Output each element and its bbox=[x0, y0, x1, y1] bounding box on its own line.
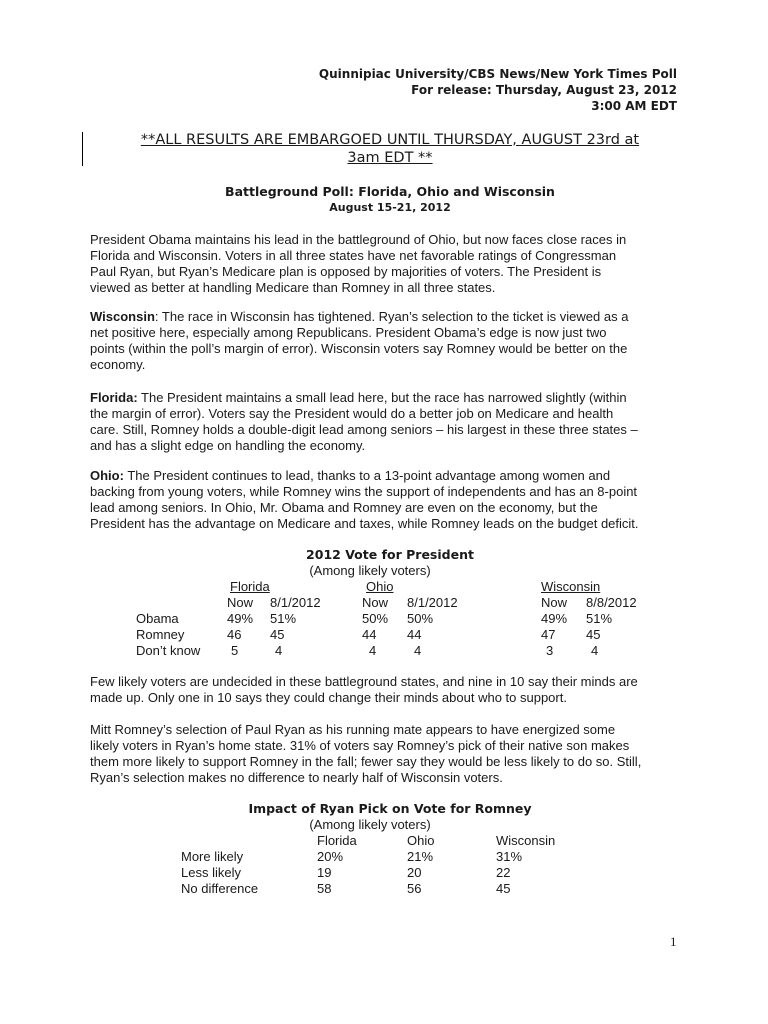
vote-table-subheader: 8/8/2012 bbox=[586, 595, 637, 610]
text-line: : The race in Wisconsin has tightened. Ryan’s selection to the ticket is viewed as a bbox=[154, 309, 629, 324]
undecided-paragraph bbox=[90, 674, 678, 706]
intro-paragraph bbox=[90, 232, 678, 296]
release-header bbox=[319, 66, 677, 114]
vote-table-cell: 50% bbox=[407, 611, 434, 626]
vote-table-cell: 51% bbox=[586, 611, 613, 626]
ryan-impact-column-header: Wisconsin bbox=[496, 833, 556, 848]
text-line: points (within the poll’s margin of error). Wisconsin voters say Romney would be better on the bbox=[90, 341, 628, 356]
ryan-impact-row-label: No difference bbox=[181, 881, 259, 896]
ryan-impact-table-subtitle: (Among likely voters) bbox=[309, 817, 431, 832]
ryan-impact-row-label: More likely bbox=[181, 849, 244, 864]
vote-table-group-header: Wisconsin bbox=[541, 579, 601, 594]
text-line: net positive here, especially among Republicans. President Obama’s edge is now just two bbox=[90, 325, 607, 340]
vote-table-title: 2012 Vote for President bbox=[306, 547, 474, 562]
vote-table-cell: 47 bbox=[541, 627, 556, 642]
ryan-impact-column-header: Ohio bbox=[407, 833, 435, 848]
text-line: them more likely to support Romney in the fall; fewer say they would be less likely to do so. Still, bbox=[90, 754, 642, 769]
ryan-impact-table-title: Impact of Ryan Pick on Vote for Romney bbox=[248, 801, 532, 816]
vote-table-subheader: Now bbox=[227, 595, 254, 610]
text-line: Paul Ryan, but Ryan’s Medicare plan is opposed by majorities of voters. The President is bbox=[90, 264, 602, 279]
vote-table-cell: 45 bbox=[586, 627, 601, 642]
vote-table-subheader: Now bbox=[362, 595, 389, 610]
embargo-margin-bar bbox=[82, 132, 83, 166]
ryan-impact-cell: 45 bbox=[496, 881, 511, 896]
vote-table-row-label: Obama bbox=[136, 611, 179, 626]
ohio-paragraph bbox=[90, 468, 678, 532]
ryan-impact-cell: 31% bbox=[496, 849, 523, 864]
ryan-impact-cell: 56 bbox=[407, 881, 422, 896]
vote-table-cell: 51% bbox=[270, 611, 297, 626]
text-line: Few likely voters are undecided in these battleground states, and nine in 10 say their minds are bbox=[90, 674, 638, 689]
text-line: Ryan’s selection makes no difference to nearly half of Wisconsin voters. bbox=[90, 770, 503, 785]
ryan-impact-cell: 19 bbox=[317, 865, 332, 880]
poll-title: Battleground Poll: Florida, Ohio and Wisconsin bbox=[225, 184, 555, 199]
release-time: 3:00 AM EDT bbox=[591, 99, 677, 113]
vote-table-cell: 49% bbox=[541, 611, 568, 626]
ryan-impact-cell: 20 bbox=[407, 865, 422, 880]
text-line: The President maintains a small lead here, but the race has narrowed slightly (within bbox=[137, 390, 627, 405]
text-line: backing from young voters, while Romney wins the support of independents and has an 8-point bbox=[90, 484, 638, 499]
ryan-paragraph bbox=[90, 722, 678, 786]
vote-table-cell: 5 bbox=[231, 643, 239, 658]
embargo-line: 3am EDT ** bbox=[347, 150, 433, 166]
vote-table-cell: 4 bbox=[369, 643, 377, 658]
text-line: lead among seniors. In Ohio, Mr. Obama and Romney are even on the economy, but the bbox=[90, 500, 598, 515]
vote-table-cell: 50% bbox=[362, 611, 389, 626]
ryan-impact-cell: 20% bbox=[317, 849, 344, 864]
vote-table-cell: 49% bbox=[227, 611, 254, 626]
vote-table-subtitle: (Among likely voters) bbox=[309, 563, 431, 578]
text-line: made up. Only one in 10 says they could change their minds about who to support. bbox=[90, 690, 567, 705]
vote-table-subheader: 8/1/2012 bbox=[407, 595, 458, 610]
text-line: likely voters in Ryan’s home state. 31% of voters say Romney’s pick of their native son makes bbox=[90, 738, 630, 753]
release-date: For release: Thursday, August 23, 2012 bbox=[411, 83, 677, 97]
vote-table-cell: 45 bbox=[270, 627, 285, 642]
vote-table-cell: 46 bbox=[227, 627, 242, 642]
vote-table-row-label: Romney bbox=[136, 627, 185, 642]
page-number: 1 bbox=[670, 934, 677, 949]
vote-table-subheader: Now bbox=[541, 595, 568, 610]
ryan-impact-column-header: Florida bbox=[317, 833, 357, 848]
text-line: The President continues to lead, thanks to a 13-point advantage among women and bbox=[123, 468, 611, 483]
vote-table-cell: 3 bbox=[546, 643, 554, 658]
ryan-impact-cell: 22 bbox=[496, 865, 511, 880]
embargo-line: **ALL RESULTS ARE EMBARGOED UNTIL THURSDAY, AUGUST 23rd at bbox=[140, 132, 640, 148]
vote-table-group-header: Florida bbox=[230, 579, 270, 594]
embargo-notice bbox=[90, 131, 690, 167]
vote-table-row-label: Don’t know bbox=[136, 643, 201, 658]
text-line: President Obama maintains his lead in the battleground of Ohio, but now faces close races in bbox=[90, 232, 627, 247]
ryan-impact-row-label: Less likely bbox=[181, 865, 241, 880]
vote-table-cell: 4 bbox=[591, 643, 599, 658]
text-line: Mitt Romney’s selection of Paul Ryan as his running mate appears to have energized some bbox=[90, 722, 616, 737]
poll-dates: August 15-21, 2012 bbox=[329, 201, 451, 214]
vote-table-cell: 44 bbox=[362, 627, 377, 642]
ryan-impact-cell: 58 bbox=[317, 881, 332, 896]
text-line: President has the advantage on Medicare and taxes, while Romney leads on the budget deficit. bbox=[90, 516, 639, 531]
vote-table-cell: 4 bbox=[275, 643, 283, 658]
text-line: care. Still, Romney holds a double-digit lead among seniors – his largest in these three states – bbox=[90, 422, 638, 437]
vote-table-subheader: 8/1/2012 bbox=[270, 595, 321, 610]
paragraph-lead-label: Florida: bbox=[90, 390, 138, 405]
poll-sponsors: Quinnipiac University/CBS News/New York Times Poll bbox=[318, 67, 677, 81]
text-line: and has a slight edge on handling the economy. bbox=[90, 438, 366, 453]
florida-paragraph bbox=[90, 390, 678, 454]
text-line: economy. bbox=[90, 357, 146, 372]
wisconsin-paragraph bbox=[90, 309, 678, 373]
text-line: Florida and Wisconsin. Voters in all three states have net favorable ratings of Congressman bbox=[90, 248, 617, 263]
paragraph-lead-label: Ohio: bbox=[90, 468, 124, 483]
text-line: the margin of error). Voters say the President would do a better job on Medicare and health bbox=[90, 406, 614, 421]
vote-table-cell: 4 bbox=[414, 643, 422, 658]
paragraph-lead-label: Wisconsin bbox=[90, 309, 155, 324]
text-line: viewed as better at handling Medicare than Romney in all three states. bbox=[90, 280, 496, 295]
vote-table-group-header: Ohio bbox=[366, 579, 394, 594]
vote-table-cell: 44 bbox=[407, 627, 422, 642]
ryan-impact-cell: 21% bbox=[407, 849, 434, 864]
